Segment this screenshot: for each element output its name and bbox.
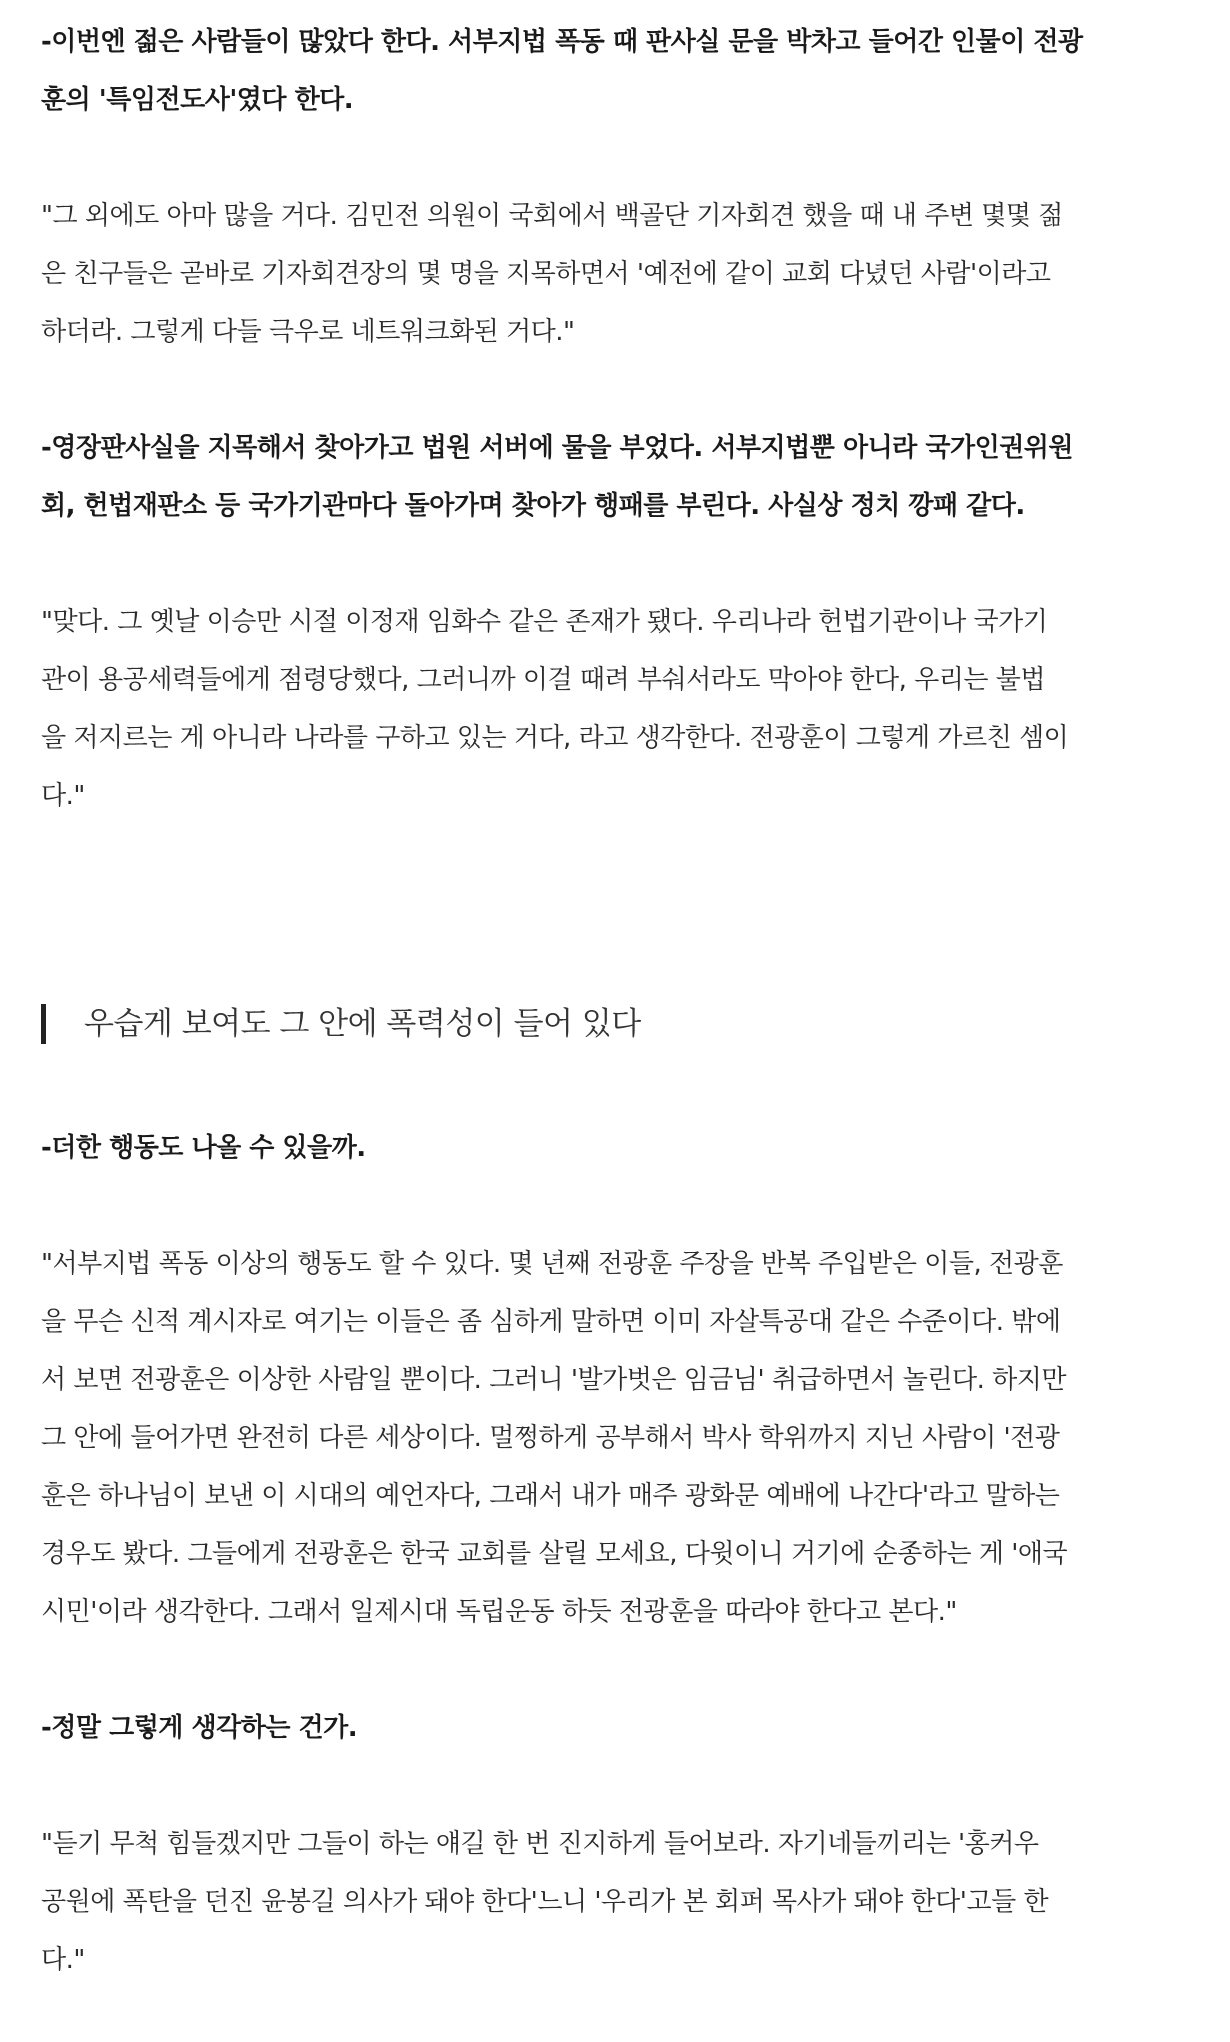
answer-line: 은 친구들은 곧바로 기자회견장의 몇 명을 지목하면서 '예전에 같이 교회 다녔던 사람'이라고: [41, 259, 1051, 289]
question-line: -영장판사실을 지목해서 찾아가고 법원 서버에 물을 부었다. 서부지법뿐 아니라 국가인권위원: [41, 433, 1074, 463]
answer-line: 다.": [41, 781, 85, 811]
answer-line: 훈은 하나님이 보낸 이 시대의 예언자다, 그래서 내가 매주 광화문 예배에 나간다'라고 말하는: [41, 1481, 1060, 1511]
answer-line: 서 보면 전광훈은 이상한 사람일 뿐이다. 그러니 '발가벗은 임금님' 취급하면서 놀린다. 하지만: [41, 1365, 1067, 1395]
subheading-text: 우습게 보여도 그 안에 폭력성이 들어 있다: [84, 1006, 641, 1042]
answer-line: 공원에 폭탄을 던진 윤봉길 의사가 돼야 한다'느니 '우리가 본 회퍼 목사가 돼야 한다'고들 한: [41, 1887, 1049, 1917]
answer-line: 시민'이라 생각한다. 그래서 일제시대 독립운동 하듯 전광훈을 따라야 한다고 본다.": [41, 1597, 957, 1627]
question-line: -정말 그렇게 생각하는 건가.: [41, 1713, 358, 1743]
answer-line: 을 무슨 신적 계시자로 여기는 이들은 좀 심하게 말하면 이미 자살특공대 같은 수준이다. 밖에: [41, 1307, 1061, 1337]
section-subheading: [41, 1004, 641, 1044]
answer-line: 하더라. 그렇게 다들 극우로 네트워크화된 거다.": [41, 317, 575, 347]
question-line: -더한 행동도 나올 수 있을까.: [41, 1133, 366, 1163]
answer-line: 관이 용공세력들에게 점령당했다, 그러니까 이걸 때려 부숴서라도 막아야 한다, 우리는 불법: [41, 665, 1045, 695]
answer-line: 을 저지르는 게 아니라 나라를 구하고 있는 거다, 라고 생각한다. 전광훈이 그렇게 가르친 셈이: [41, 723, 1069, 753]
question-line: 회, 헌법재판소 등 국가기관마다 돌아가며 찾아가 행패를 부린다. 사실상 정치 깡패 같다.: [41, 491, 1025, 521]
question-line: 훈의 '특임전도사'였다 한다.: [41, 85, 354, 115]
answer-line: "서부지법 폭동 이상의 행동도 할 수 있다. 몇 년째 전광훈 주장을 반복 주입받은 이들, 전광훈: [41, 1249, 1063, 1279]
answer-line: "듣기 무척 힘들겠지만 그들이 하는 얘길 한 번 진지하게 들어보라. 자기네들끼리는 '홍커우: [41, 1829, 1039, 1859]
subheading-bar: [41, 1004, 46, 1044]
answer-line: 다.": [41, 1945, 85, 1975]
answer-line: 그 안에 들어가면 완전히 다른 세상이다. 멀쩡하게 공부해서 박사 학위까지 지닌 사람이 '전광: [41, 1423, 1060, 1453]
answer-line: 경우도 봤다. 그들에게 전광훈은 한국 교회를 살릴 모세요, 다윗이니 거기에 순종하는 게 '애국: [41, 1539, 1068, 1569]
question-line: -이번엔 젊은 사람들이 많았다 한다. 서부지법 폭동 때 판사실 문을 박차고 들어간 인물이 전광: [41, 27, 1083, 57]
answer-line: "그 외에도 아마 많을 거다. 김민전 의원이 국회에서 백골단 기자회견 했을 때 내 주변 몇몇 젊: [41, 201, 1063, 231]
answer-line: "맞다. 그 옛날 이승만 시절 이정재 임화수 같은 존재가 됐다. 우리나라 헌법기관이나 국가기: [41, 607, 1048, 637]
